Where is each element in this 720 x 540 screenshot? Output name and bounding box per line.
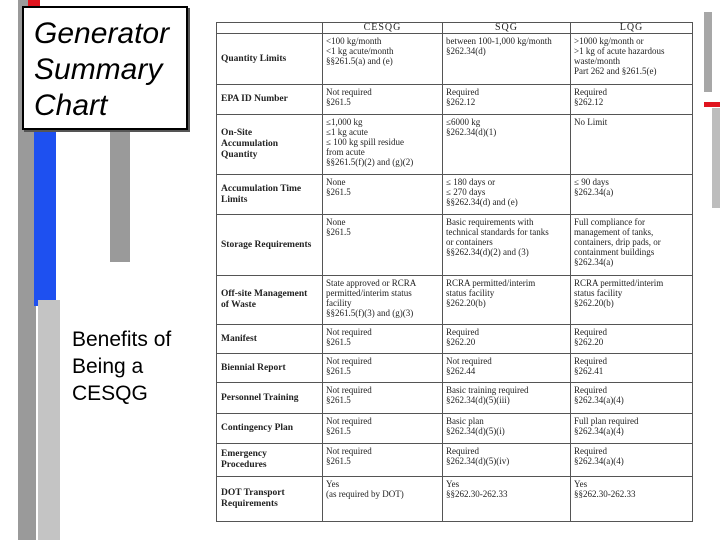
cell-text-line: §§262.30-262.33 <box>446 489 508 500</box>
sqg-cell <box>443 275 571 324</box>
row-label <box>217 114 323 174</box>
cell-text-line: §261.5 <box>326 227 351 238</box>
cell-text-line: §§262.30-262.33 <box>574 489 636 500</box>
decorative-bar-gray-inner <box>110 130 130 262</box>
cell-text-line: State approved or RCRA <box>326 277 417 288</box>
cell-text-line: Yes <box>574 479 588 490</box>
cell-text-line: §262.20(b) <box>446 297 486 308</box>
cell-text-line: Procedures <box>221 459 267 470</box>
table-row <box>217 215 693 275</box>
slide-subtitle-line: CESQG <box>72 382 148 405</box>
lqg-cell <box>571 85 693 114</box>
cesqg-cell <box>323 354 443 383</box>
cell-text-line: Required <box>446 326 479 337</box>
cell-text-line: Basic plan <box>446 416 484 427</box>
cell-text-line: §262.34(d)(5)(iv) <box>446 455 510 466</box>
table-row <box>217 175 693 215</box>
cell-text-line: status facility <box>574 287 623 298</box>
cell-text-line: facility <box>326 297 352 308</box>
sqg-cell <box>443 34 571 85</box>
cell-text-line: §262.34(a) <box>574 187 614 198</box>
cell-text-line: Full compliance for <box>574 217 645 228</box>
sqg-cell <box>443 215 571 275</box>
cell-text-line: Basic training required <box>446 385 529 396</box>
cell-text-line: containment buildings <box>574 247 655 258</box>
cell-text-line: technical standards for tanks <box>446 227 549 238</box>
decorative-bar-blue <box>34 100 56 306</box>
cell-text-line: Full plan required <box>574 416 639 427</box>
cell-text-line: Off-site Management <box>221 288 308 299</box>
table-row <box>217 443 693 477</box>
sqg-cell <box>443 354 571 383</box>
column-header-sqg: SQG <box>443 23 571 34</box>
column-header-lqg: LQG <box>571 23 693 34</box>
cell-text-line: between 100-1,000 kg/month <box>446 36 552 46</box>
cell-text-line: On-Site <box>221 127 253 138</box>
cell-text-line: §262.44 <box>446 366 476 377</box>
cell-text-line: §262.34(a) <box>574 257 614 268</box>
row-label <box>217 85 323 114</box>
slide-subtitle-line: Benefits of <box>72 328 172 351</box>
cell-text-line: §262.20(b) <box>574 297 614 308</box>
cesqg-cell <box>323 443 443 477</box>
column-header <box>217 23 323 34</box>
cell-text-line: ≤1,000 kg <box>326 116 363 127</box>
cell-text-line: ≤6000 kg <box>446 116 481 127</box>
cell-text-line: waste/month <box>574 56 620 66</box>
lqg-cell <box>571 477 693 522</box>
row-label <box>217 383 323 414</box>
cell-text-line: EPA ID Number <box>221 94 288 105</box>
row-label <box>217 477 323 522</box>
table-row <box>217 477 693 522</box>
cell-text-line: <100 kg/month <box>326 36 382 46</box>
cesqg-cell <box>323 215 443 275</box>
cell-text-line: (as required by DOT) <box>326 489 404 500</box>
cell-text-line: §262.12 <box>574 97 604 108</box>
sqg-cell <box>443 324 571 353</box>
cell-text-line: >1000 kg/month or <box>574 36 644 46</box>
lqg-cell <box>571 34 693 85</box>
cell-text-line: None <box>326 177 346 188</box>
cell-text-line: Personnel Training <box>221 392 299 403</box>
cell-text-line: §261.5 <box>326 426 351 437</box>
table-row <box>217 85 693 114</box>
cell-text-line: §§261.5(f)(2) and (g)(2) <box>326 156 414 167</box>
table-header-row <box>217 23 693 34</box>
generator-summary-table <box>216 22 693 522</box>
cell-text-line: §262.20 <box>574 336 604 347</box>
cell-text-line: §262.34(d)(5)(iii) <box>446 395 510 406</box>
cell-text-line: Quantity <box>221 149 258 160</box>
cell-text-line: Not required <box>446 356 492 367</box>
sqg-cell <box>443 85 571 114</box>
cell-text-line: §262.34(d) <box>446 46 486 56</box>
decorative-bar-right-gray <box>704 12 712 92</box>
cesqg-cell <box>323 477 443 522</box>
slide-subtitle-line: Being a <box>72 355 144 378</box>
cell-text-line: Required <box>574 385 607 396</box>
cell-text-line: DOT Transport <box>221 488 285 499</box>
cell-text-line: status facility <box>446 287 495 298</box>
slide-subtitle <box>72 326 212 407</box>
table-row <box>217 383 693 414</box>
cell-text-line: of Waste <box>221 299 256 310</box>
cell-text-line: Quantity Limits <box>221 53 287 64</box>
slide-title-line: Generator <box>34 17 170 50</box>
row-label <box>217 443 323 477</box>
slide-title-line: Summary <box>34 53 163 86</box>
cell-text-line: §261.5 <box>326 336 351 347</box>
row-label <box>217 215 323 275</box>
cell-text-line: Part 262 and §261.5(e) <box>574 66 657 76</box>
cell-text-line: Emergency <box>221 448 267 459</box>
sqg-cell <box>443 414 571 443</box>
cell-text-line: §261.5 <box>326 395 351 406</box>
cell-text-line: Required <box>446 445 479 456</box>
cell-text-line: §261.5 <box>326 366 351 377</box>
cell-text-line: Not required <box>326 445 372 456</box>
cesqg-cell <box>323 383 443 414</box>
cell-text-line: RCRA permitted/interim <box>574 277 664 288</box>
cell-text-line: containers, drip pads, or <box>574 237 661 248</box>
decorative-bar-right-light-gray <box>712 108 720 208</box>
sqg-cell <box>443 443 571 477</box>
lqg-cell <box>571 443 693 477</box>
cell-text-line: Yes <box>446 479 460 490</box>
lqg-cell <box>571 275 693 324</box>
cesqg-cell <box>323 414 443 443</box>
cell-text-line: Limits <box>221 194 248 205</box>
cell-text-line: §261.5 <box>326 455 351 466</box>
cell-text-line: ≤1 kg acute <box>326 126 368 137</box>
cell-text-line: ≤ 90 days <box>574 177 609 188</box>
cesqg-cell <box>323 324 443 353</box>
cell-text-line: §§261.5(f)(3) and (g)(3) <box>326 307 414 318</box>
table-body <box>217 34 693 522</box>
cell-text-line: §261.5 <box>326 187 351 198</box>
cell-text-line: Not required <box>326 87 372 98</box>
cell-text-line: Yes <box>326 479 340 490</box>
sqg-cell <box>443 477 571 522</box>
cell-text-line: Required <box>574 445 607 456</box>
cell-text-line: Required <box>574 356 607 367</box>
slide-title-box <box>22 6 188 130</box>
cell-text-line: Basic requirements with <box>446 217 534 228</box>
cell-text-line: No Limit <box>574 116 608 127</box>
sqg-cell <box>443 175 571 215</box>
sqg-cell <box>443 383 571 414</box>
cell-text-line: or containers <box>446 237 493 248</box>
cell-text-line: Not required <box>326 356 372 367</box>
generator-summary-table-container <box>216 22 692 522</box>
cell-text-line: from acute <box>326 146 365 157</box>
decorative-bar-right-red <box>704 102 720 107</box>
cesqg-cell <box>323 175 443 215</box>
cell-text-line: Manifest <box>221 333 257 344</box>
lqg-cell <box>571 414 693 443</box>
lqg-cell <box>571 324 693 353</box>
cesqg-cell <box>323 114 443 174</box>
lqg-cell <box>571 383 693 414</box>
cell-text-line: §262.34(a)(4) <box>574 455 624 466</box>
cell-text-line: Required <box>574 326 607 337</box>
cell-text-line: RCRA permitted/interim <box>446 277 536 288</box>
row-label <box>217 354 323 383</box>
cell-text-line: §262.41 <box>574 366 604 377</box>
cell-text-line: permitted/interim status <box>326 287 412 298</box>
lqg-cell <box>571 354 693 383</box>
table-row <box>217 354 693 383</box>
cell-text-line: Biennial Report <box>221 362 286 373</box>
cell-text-line: §§262.34(d) and (e) <box>446 197 518 208</box>
table-row <box>217 114 693 174</box>
cell-text-line: Not required <box>326 385 372 396</box>
cell-text-line: Required <box>446 87 479 98</box>
sqg-cell <box>443 114 571 174</box>
decorative-bar-light-gray <box>38 300 60 540</box>
cell-text-line: >1 kg of acute hazardous <box>574 46 665 56</box>
cesqg-cell <box>323 275 443 324</box>
cell-text-line: None <box>326 217 346 228</box>
cell-text-line: Not required <box>326 416 372 427</box>
cell-text-line: Accumulation <box>221 138 278 149</box>
lqg-cell <box>571 215 693 275</box>
table-row <box>217 414 693 443</box>
cell-text-line: <1 kg acute/month <box>326 46 394 56</box>
cell-text-line: §262.34(d)(1) <box>446 126 497 137</box>
row-label <box>217 324 323 353</box>
cell-text-line: Not required <box>326 326 372 337</box>
row-label <box>217 175 323 215</box>
row-label <box>217 414 323 443</box>
cell-text-line: ≤ 270 days <box>446 187 486 198</box>
cell-text-line: §§262.34(d)(2) and (3) <box>446 247 529 258</box>
slide-title-line: Chart <box>34 89 108 122</box>
cell-text-line: §262.34(a)(4) <box>574 395 624 406</box>
cell-text-line: §262.12 <box>446 97 476 108</box>
cesqg-cell <box>323 34 443 85</box>
cell-text-line: Storage Requirements <box>221 239 312 250</box>
cell-text-line: §261.5 <box>326 97 351 108</box>
cell-text-line: ≤ 100 kg spill residue <box>326 136 404 147</box>
cell-text-line: Required <box>574 87 607 98</box>
row-label <box>217 275 323 324</box>
cell-text-line: §262.34(a)(4) <box>574 426 624 437</box>
row-label <box>217 34 323 85</box>
cesqg-cell <box>323 85 443 114</box>
lqg-cell <box>571 175 693 215</box>
cell-text-line: Requirements <box>221 499 278 510</box>
table-row <box>217 34 693 85</box>
table-row <box>217 324 693 353</box>
cell-text-line: Accumulation Time <box>221 183 302 194</box>
cell-text-line: §262.34(d)(5)(i) <box>446 426 505 437</box>
cell-text-line: §§261.5(a) and (e) <box>326 56 393 66</box>
cell-text-line: ≤ 180 days or <box>446 177 496 188</box>
column-header-cesqg: CESQG <box>323 23 443 34</box>
cell-text-line: management of tanks, <box>574 227 654 238</box>
cell-text-line: Contingency Plan <box>221 423 294 434</box>
cell-text-line: §262.20 <box>446 336 476 347</box>
table-row <box>217 275 693 324</box>
lqg-cell <box>571 114 693 174</box>
